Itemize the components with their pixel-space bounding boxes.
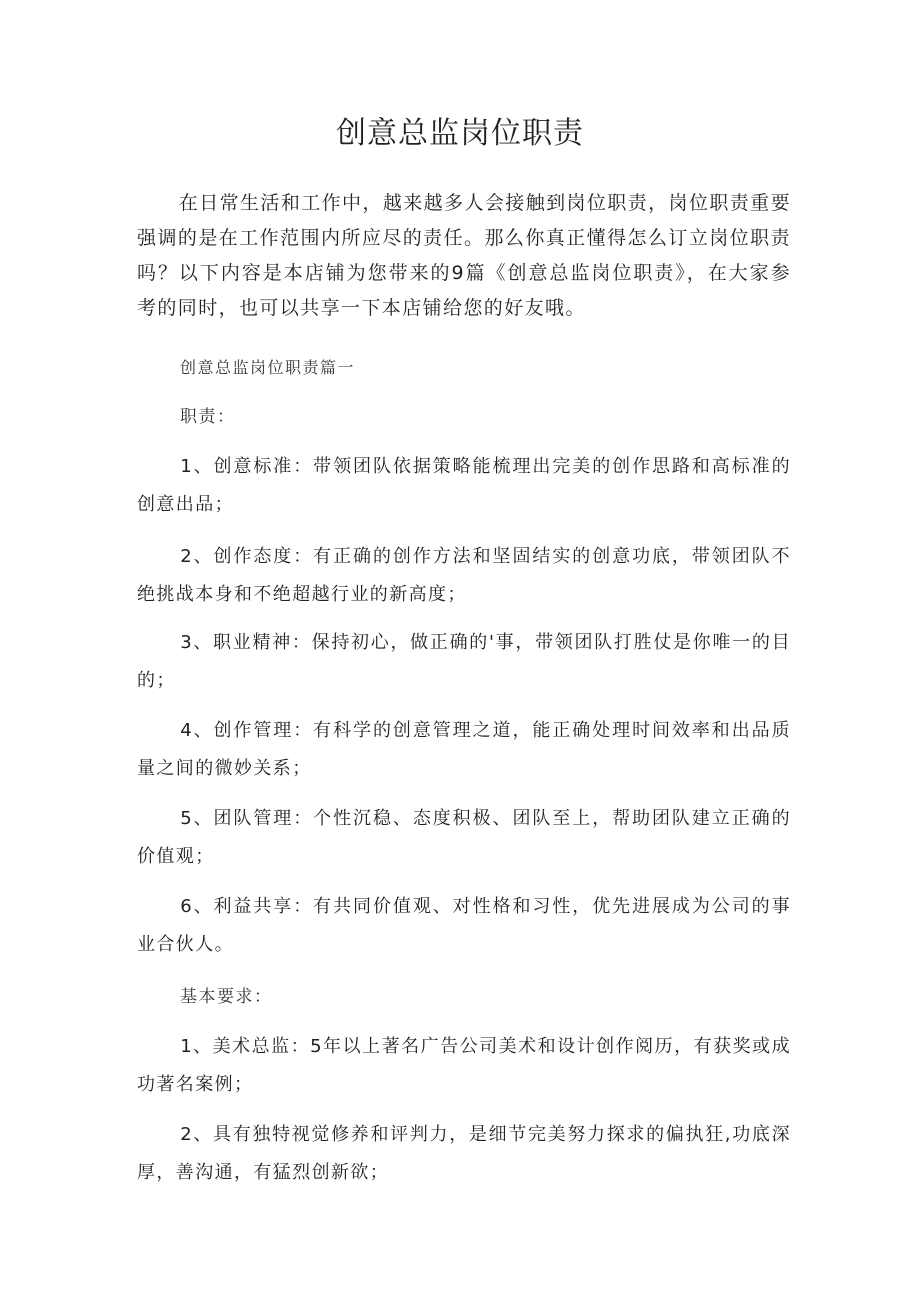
requirement-item: 1、美术总监：5年以上著名广告公司美术和设计创作阅历，有获奖或成功著名案例；	[137, 1036, 791, 1095]
intro-paragraph: 在日常生活和工作中，越来越多人会接触到岗位职责，岗位职责重要强调的是在工作范围内所应尽的责任。那么你真正懂得怎么订立岗位职责吗？以下内容是本店铺为您带来的9篇《创意总监岗位职责》，在大家参考的同时，也可以共享一下本店铺给您的好友哦。	[137, 192, 791, 319]
duty-item: 3、职业精神：保持初心，做正确的'事，带领团队打胜仗是你唯一的目的；	[137, 632, 791, 691]
requirements-label: 基本要求：	[180, 987, 273, 1007]
duty-item: 5、团队管理：个性沉稳、态度积极、团队至上，帮助团队建立正确的价值观；	[137, 808, 791, 867]
duty-item: 6、利益共享：有共同价值观、对性格和习性，优先进展成为公司的事业合伙人。	[137, 896, 791, 955]
duties-label: 职责：	[180, 407, 236, 427]
duty-item: 4、创作管理：有科学的创意管理之道，能正确处理时间效率和出品质量之间的微妙关系；	[137, 720, 791, 779]
section-heading: 创意总监岗位职责篇一	[180, 358, 356, 377]
duty-item: 2、创作态度：有正确的创作方法和坚固结实的创意功底，带领团队不绝挑战本身和不绝超越行业的新高度；	[137, 546, 791, 605]
document-title: 创意总监岗位职责	[336, 116, 584, 151]
duty-item: 1、创意标准：带领团队依据策略能梳理出完美的创作思路和高标准的创意出品；	[137, 456, 791, 515]
requirement-item: 2、具有独特视觉修养和评判力，是细节完美努力探求的偏执狂,功底深厚，善沟通，有猛烈创新欲；	[137, 1124, 791, 1183]
